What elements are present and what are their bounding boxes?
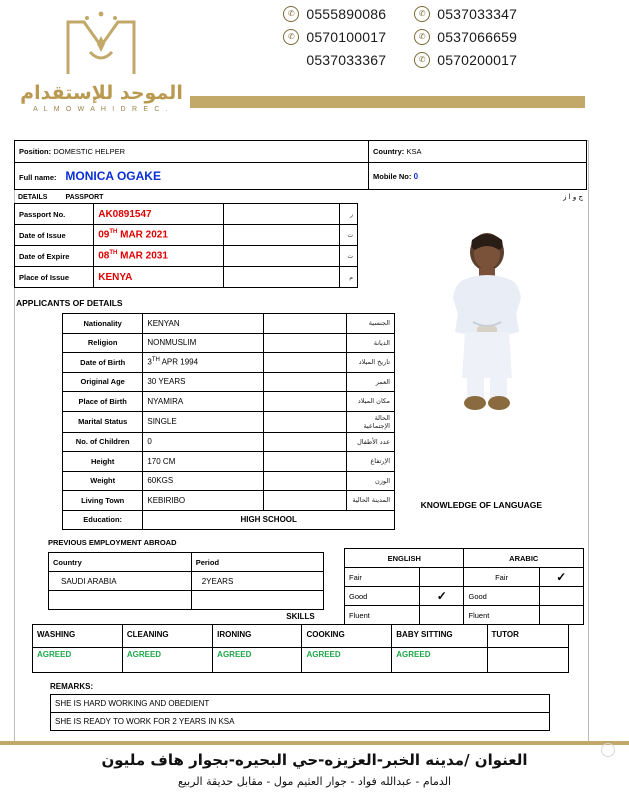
details-arabic: ج و ا ز [563, 193, 583, 201]
skills-table [32, 624, 569, 673]
skill-cooking-value: AGREED [306, 650, 341, 659]
phone-column-right [400, 6, 620, 98]
date-issue-blank [224, 225, 339, 246]
table-row [15, 204, 358, 225]
phone-column-left [200, 6, 400, 98]
place-issue-blank [224, 267, 339, 288]
phone-number: 0537066659 [437, 29, 518, 45]
passport-label: PASSPORT [65, 193, 104, 201]
passport-no-value: AK0891547 [94, 204, 224, 225]
weight-value: 60KGS [143, 471, 264, 491]
footer [0, 741, 629, 799]
education-label: Education: [63, 510, 143, 530]
arabic-good-mark [539, 587, 583, 606]
remarks-label: REMARKS: [50, 682, 94, 691]
phone-row [414, 6, 517, 22]
nationality-blank [264, 314, 346, 334]
table-row [51, 713, 550, 731]
table-row [63, 333, 395, 353]
phone-icon: ✆ [283, 29, 299, 45]
education-value: HIGH SCHOOL [143, 510, 395, 530]
age-ar: العمر [346, 372, 394, 392]
table-row [63, 392, 395, 412]
table-row [63, 471, 395, 491]
table-row [49, 572, 324, 591]
skill-babysitting-label: BABY SITTING [396, 630, 453, 639]
table-row [63, 411, 395, 432]
skill-ironing-label: IRONING [217, 630, 252, 639]
phone-number: 0537033367 [306, 52, 387, 68]
religion-ar: الديانة [346, 333, 394, 353]
place-issue-ar: م [339, 267, 357, 288]
pob-value: NYAMIRA [143, 392, 264, 412]
skill-washing [33, 625, 123, 648]
skill-cleaning-value-cell [122, 648, 212, 673]
skill-tutor-label: TUTOR [491, 630, 519, 639]
dob-label: Date of Birth [63, 353, 143, 373]
age-label: Original Age [63, 372, 143, 392]
arabic-fair-mark: ✓ [539, 568, 583, 587]
age-blank [264, 372, 346, 392]
children-value: 0 [143, 432, 264, 452]
skill-babysitting [392, 625, 487, 648]
country-value: KSA [406, 147, 422, 156]
living-town-label: Living Town [63, 491, 143, 511]
place-issue-value: KENYA [94, 267, 224, 288]
applicant-details-table [62, 313, 395, 530]
position-label: Position: [19, 147, 52, 156]
skill-cooking-value-cell [302, 648, 392, 673]
country-label: Country: [373, 147, 405, 156]
date-expire-value: 08TH MAR 2031 [94, 246, 224, 267]
footer-gold-bar [0, 741, 629, 745]
table-row [49, 553, 324, 572]
table-row [63, 372, 395, 392]
position-country-table [14, 140, 587, 190]
skill-babysitting-value-cell [392, 648, 487, 673]
date-issue-label: Date of Issue [15, 225, 94, 246]
table-row [15, 267, 358, 288]
phone-number: 0570200017 [437, 52, 518, 68]
phone-row [306, 52, 386, 68]
company-name-ar: الموحد للإستقدام [20, 82, 183, 104]
fullname-cell [15, 163, 369, 190]
applicants-details-title: APPLICANTS OF DETAILS [16, 298, 123, 308]
table-row [345, 587, 584, 606]
footer-address-line-1: العنوان /مدينه الخبر-العزيزه-حي البحيره-بجوار هاف مليون [101, 751, 528, 769]
knowledge-of-language-title: KNOWLEDGE OF LANGUAGE [420, 500, 542, 510]
mobile-label: Mobile No: [373, 171, 412, 181]
arabic-good-label: Good [464, 587, 539, 606]
monogram-logo-icon [54, 8, 149, 80]
skill-cleaning-value: AGREED [126, 650, 162, 659]
skill-tutor [487, 625, 568, 648]
skill-cooking-label: COOKING [306, 630, 345, 639]
date-issue-value: 09TH MAR 2021 [94, 225, 224, 246]
height-blank [264, 452, 346, 472]
table-row [63, 510, 395, 530]
phone-icon: ✆ [414, 52, 430, 68]
prev-period-value: 2YEARS [191, 572, 323, 591]
phone-icon: ✆ [414, 29, 430, 45]
footer-address-line-2: الدمام - عبدالله فواد - جوار العثيم مول - مقابل حديقة الربيع [177, 775, 452, 788]
english-good-mark: ✓ [420, 587, 464, 606]
nationality-value: KENYAN [143, 314, 264, 334]
table-row [63, 432, 395, 452]
skill-cleaning [122, 625, 212, 648]
height-label: Height [63, 452, 143, 472]
religion-blank [264, 333, 346, 353]
skill-tutor-value-cell [487, 648, 568, 673]
remarks-line-1: SHE IS HARD WORKING AND OBEDIENT [51, 695, 550, 713]
prev-country-empty [49, 591, 192, 610]
passport-no-blank [224, 204, 339, 225]
phone-number: 0570100017 [306, 29, 387, 45]
fullname-label: Full name: [19, 173, 57, 182]
weight-ar: الوزن [346, 471, 394, 491]
phone-row [283, 29, 386, 45]
previous-employment-title: PREVIOUS EMPLOYMENT ABROAD [48, 538, 177, 547]
phone-icon: ✆ [283, 6, 299, 22]
marital-blank [264, 411, 346, 432]
phone-number: 0555890086 [306, 6, 387, 22]
dob-ar: تاريخ الميلاد [346, 353, 394, 373]
date-expire-blank [224, 246, 339, 267]
height-ar: الإرتفاع [346, 452, 394, 472]
position-value: DOMESTIC HELPER [53, 147, 126, 156]
table-row [63, 491, 395, 511]
table-row [51, 695, 550, 713]
dob-value: 3TH APR 1994 [143, 353, 264, 373]
skill-babysitting-value: AGREED [396, 650, 431, 659]
skill-cleaning-label: CLEANING [126, 630, 169, 639]
remarks-table [50, 694, 550, 731]
dob-blank [264, 353, 346, 373]
children-ar: عدد الأطفال [346, 432, 394, 452]
details-label: DETAILS [18, 193, 48, 201]
english-fluent-label: Fluent [345, 606, 420, 625]
prev-period-empty [191, 591, 323, 610]
table-row [15, 246, 358, 267]
nationality-ar: الجنسية [346, 314, 394, 334]
phone-icon: ✆ [414, 6, 430, 22]
fullname-value: MONICA OGAKE [65, 169, 161, 183]
nationality-label: Nationality [63, 314, 143, 334]
company-logo [14, 4, 189, 136]
skill-ironing [213, 625, 302, 648]
living-town-ar: المدينة الحالية [346, 491, 394, 511]
religion-label: Religion [63, 333, 143, 353]
pob-blank [264, 392, 346, 412]
skill-ironing-value: AGREED [217, 650, 252, 659]
table-row [49, 591, 324, 610]
header [0, 0, 629, 140]
skills-title: SKILLS [286, 612, 315, 621]
prev-period-header: Period [191, 553, 323, 572]
height-value: 170 CM [143, 452, 264, 472]
weight-label: Weight [63, 471, 143, 491]
company-name-en: A L M O W A H I D R E C . [33, 106, 170, 113]
position-cell [15, 141, 369, 163]
passport-table [14, 203, 358, 288]
table-row [33, 625, 569, 648]
english-fair-label: Fair [345, 568, 420, 587]
mobile-cell [369, 163, 587, 190]
table-row [33, 648, 569, 673]
religion-value: NONMUSLIM [143, 333, 264, 353]
date-expire-ar: ت [339, 246, 357, 267]
phone-number: 0537033347 [437, 6, 518, 22]
skill-cooking [302, 625, 392, 648]
date-expire-label: Date of Expire [15, 246, 94, 267]
table-row [63, 353, 395, 373]
table-row [63, 314, 395, 334]
age-value: 30 YEARS [143, 372, 264, 392]
arabic-fair-label: Fair [464, 568, 539, 587]
header-gold-bar [190, 96, 585, 108]
prev-country-value: SAUDI ARABIA [49, 572, 192, 591]
passport-no-ar: ر [339, 204, 357, 225]
country-cell [369, 141, 587, 163]
place-issue-label: Place of Issue [15, 267, 94, 288]
phone-row [414, 29, 517, 45]
english-good-label: Good [345, 587, 420, 606]
english-fair-mark [420, 568, 464, 587]
skill-ironing-value-cell [213, 648, 302, 673]
phone-row [414, 52, 517, 68]
children-label: No. of Children [63, 432, 143, 452]
marital-value: SINGLE [143, 411, 264, 432]
table-row [345, 549, 584, 568]
marital-label: Marital Status [63, 411, 143, 432]
mobile-value: 0 [413, 171, 419, 181]
living-town-blank [264, 491, 346, 511]
skill-washing-label: WASHING [37, 630, 76, 639]
children-blank [264, 432, 346, 452]
passport-no-label: Passport No. [15, 204, 94, 225]
table-row [15, 225, 358, 246]
living-town-value: KEBIRIBO [143, 491, 264, 511]
marital-ar: الحالة الإجتماعية [346, 411, 394, 432]
weight-blank [264, 471, 346, 491]
remarks-line-2: SHE IS READY TO WORK FOR 2 YEARS IN KSA [51, 713, 550, 731]
pob-ar: مكان الميلاد [346, 392, 394, 412]
details-bar [14, 190, 587, 203]
date-issue-ar: ت [339, 225, 357, 246]
pob-label: Place of Birth [63, 392, 143, 412]
english-header: ENGLISH [345, 549, 464, 568]
prev-country-header: Country [49, 553, 192, 572]
table-row [15, 141, 587, 163]
table-row [63, 452, 395, 472]
table-row [15, 163, 587, 190]
previous-employment-table [48, 552, 324, 610]
applicant-photo [427, 230, 547, 420]
skill-washing-value: AGREED [37, 650, 72, 659]
arabic-header: ARABIC [464, 549, 584, 568]
skill-washing-value-cell [33, 648, 123, 673]
arabic-fluent-label: Fluent [464, 606, 539, 625]
form-body [14, 140, 587, 740]
phone-numbers [200, 6, 620, 98]
phone-row [283, 6, 386, 22]
table-row [345, 568, 584, 587]
